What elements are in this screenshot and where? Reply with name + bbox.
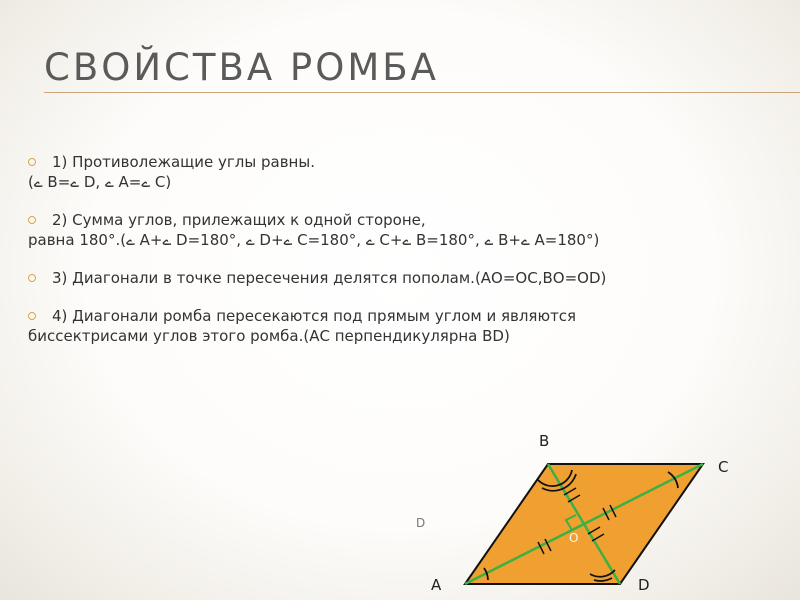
vertex-label-d: D [638,576,650,594]
property-1-detail: (ے B=ے D, ے A=ے C) [28,173,172,191]
property-2-text: 2) Сумма углов, прилежащих к одной стороне, [52,211,426,229]
property-2-detail: равна 180°.(ے A+ے D=180°, ے D+ے C=180°, ے C+ے B=180°, ے B+ے A=180°) [28,231,600,249]
vertex-label-b: B [539,432,550,450]
property-1-text: 1) Противолежащие углы равны. [52,153,315,171]
center-label-o: O [569,531,579,545]
vertex-label-c: C [718,458,729,476]
stray-label-d: D [416,516,426,530]
vertex-label-a: A [431,576,442,594]
property-4-detail: биссектрисами углов этого ромба.(АС перпендикулярна BD) [28,327,510,345]
property-3-text: 3) Диагонали в точке пересечения делятся пополам.(АО=ОС,ВО=OD) [52,269,607,287]
slide-title: СВОЙСТВА РОМБА [44,46,439,89]
property-4-text: 4) Диагонали ромба пересекаются под прямым углом и являются [52,307,577,325]
